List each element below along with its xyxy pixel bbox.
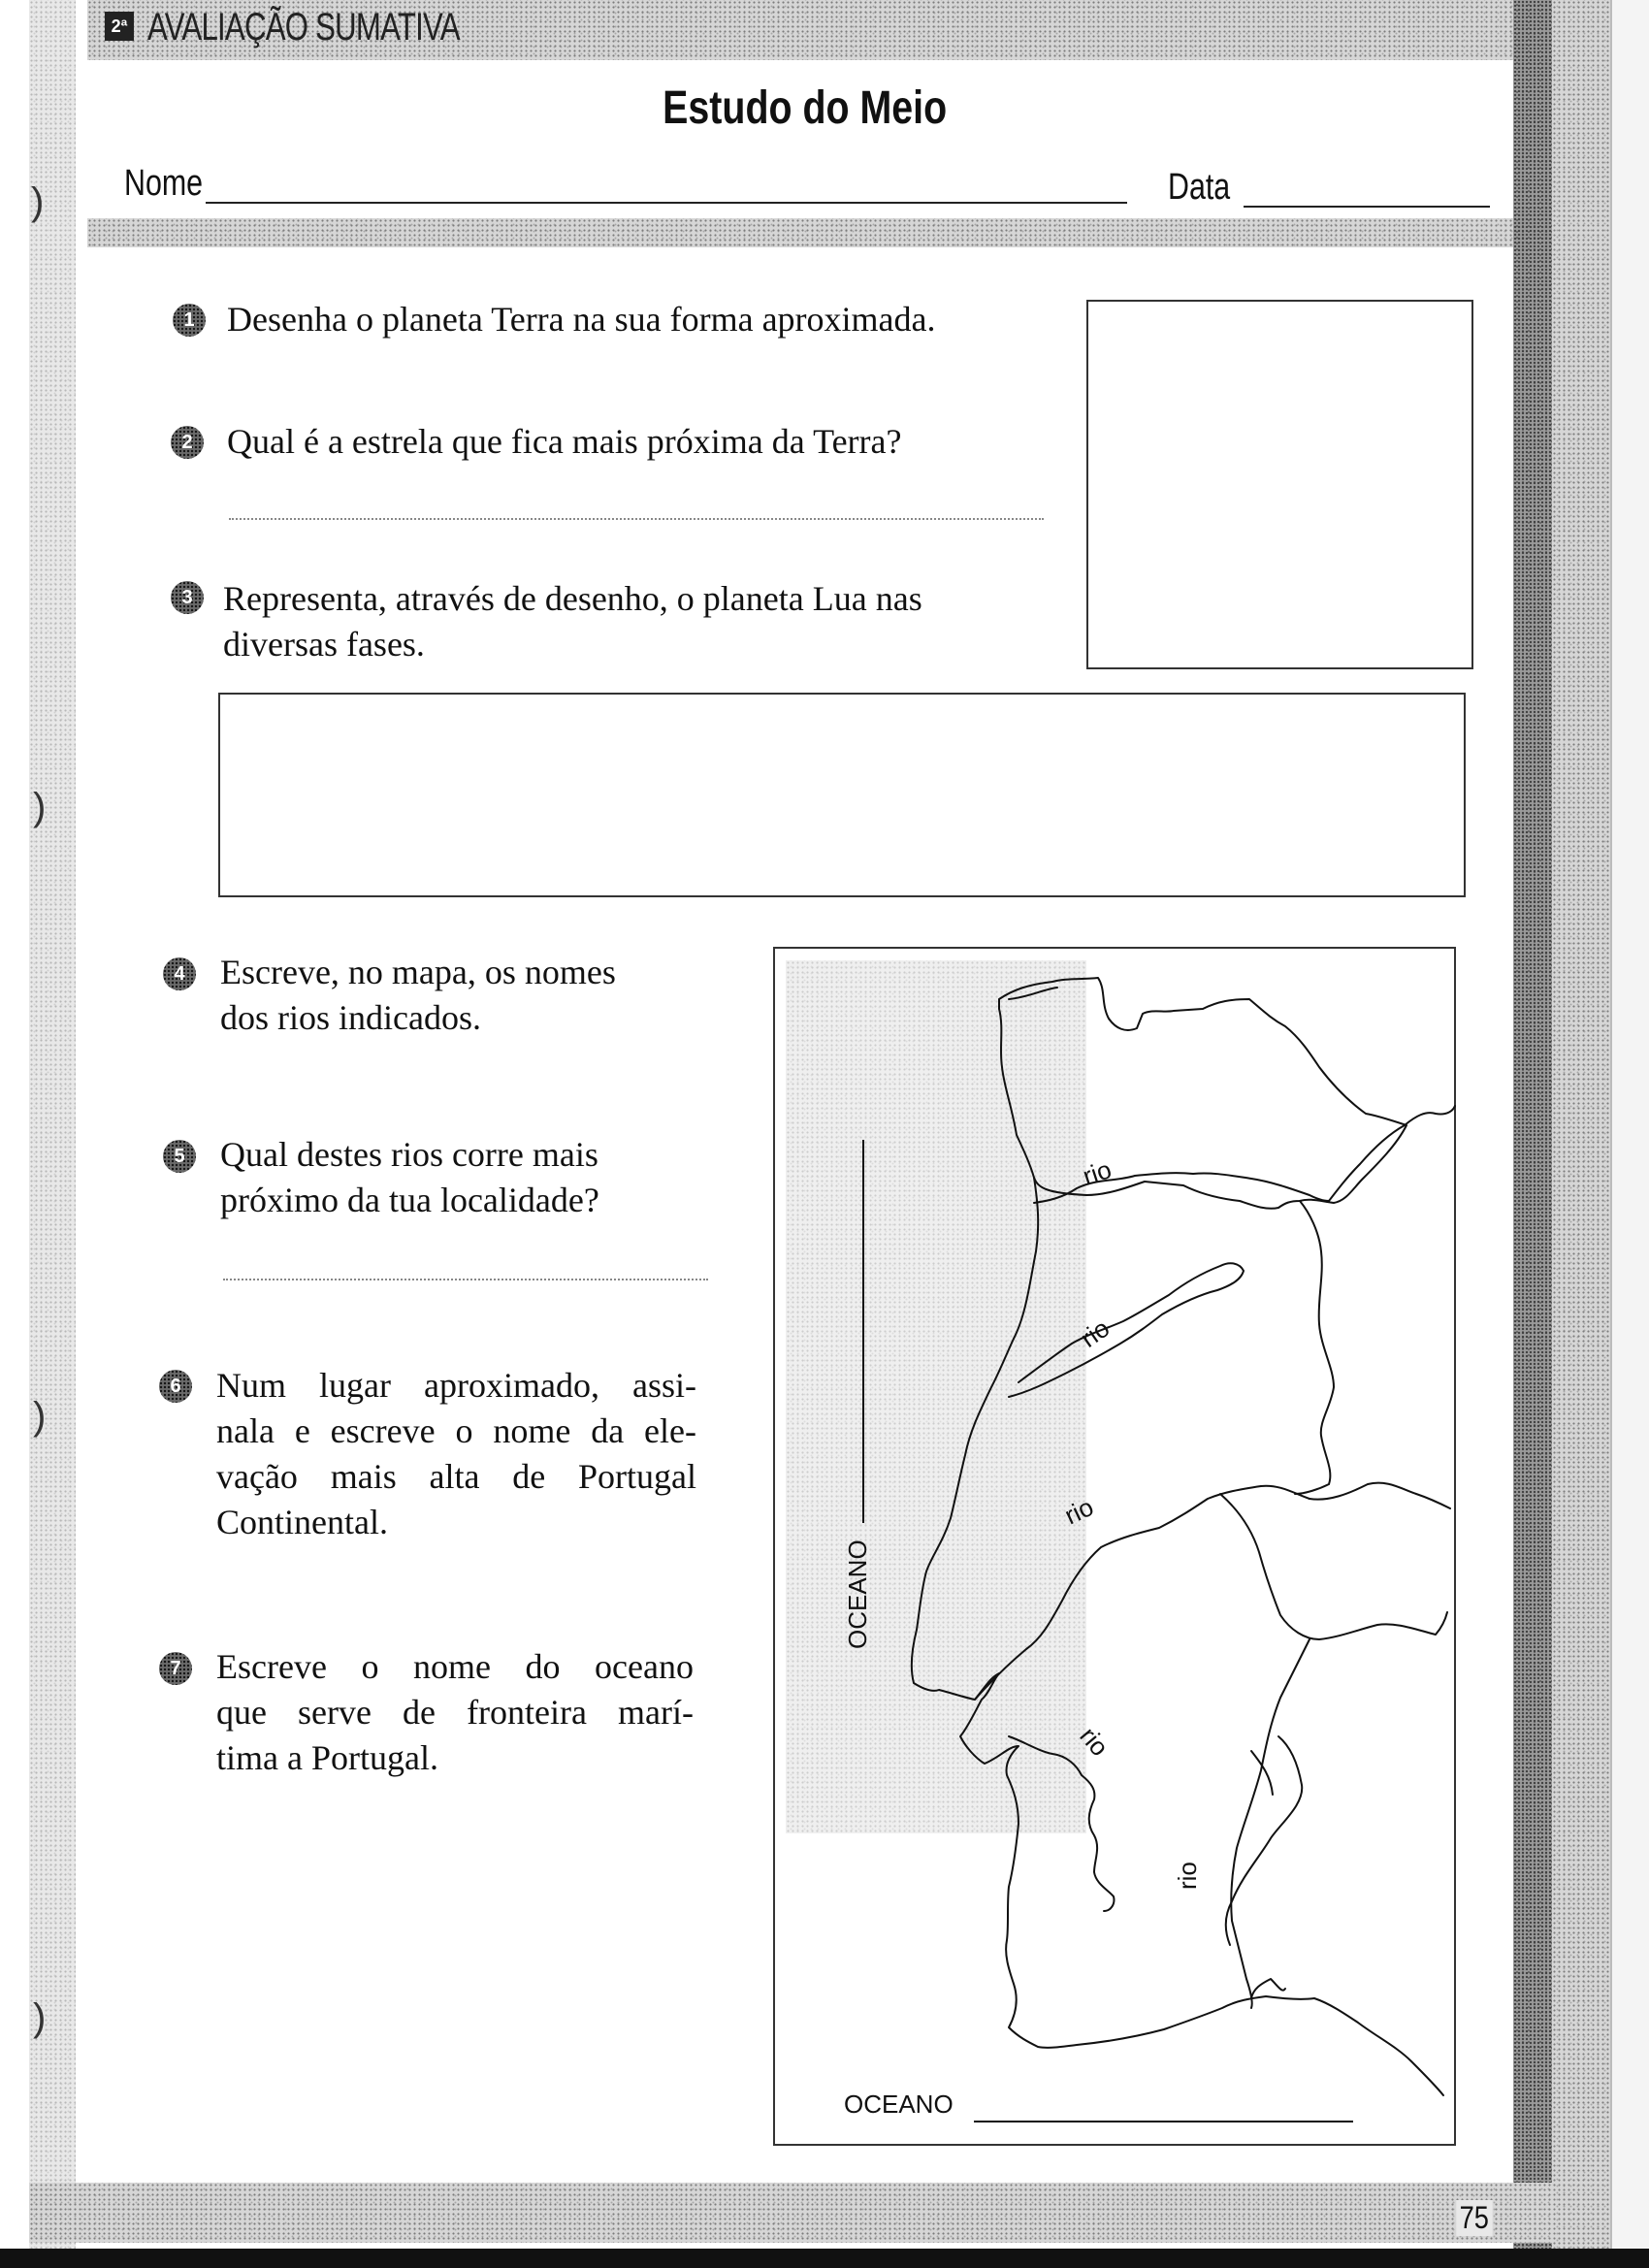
- punch-hole-mark: ): [33, 786, 47, 828]
- page-edge-shadow: [1513, 0, 1552, 2249]
- river-douro: [1034, 1173, 1329, 1203]
- river-label: rio: [1173, 1862, 1202, 1890]
- date-field[interactable]: [1244, 206, 1490, 208]
- left-margin-texture: [29, 0, 76, 2249]
- question-5-text-line: próximo da tua localidade?: [220, 1181, 599, 1219]
- question-number-badge: 1: [173, 304, 206, 337]
- answer-5-line[interactable]: [223, 1279, 708, 1280]
- page-number: 75: [1456, 2200, 1492, 2236]
- river-tributary: [1251, 1751, 1273, 1795]
- section-number-badge: 2ª: [105, 12, 134, 41]
- answer-2-line[interactable]: [229, 518, 1044, 520]
- punch-hole-mark: ): [33, 1395, 47, 1438]
- question-6-text-line: nala e escreve o nome da ele-: [216, 1411, 696, 1450]
- river-label: rio: [1074, 1721, 1115, 1763]
- scan-bottom-border: [0, 2249, 1649, 2268]
- question-6-text-line: Num lugar aproximado, assi-: [216, 1366, 696, 1405]
- border: [1231, 1639, 1310, 2008]
- question-2-text: Qual é a estrela que fica mais próxima da Terra?: [227, 422, 902, 461]
- question-number-badge: 4: [163, 957, 196, 990]
- next-page-edge: [1610, 0, 1649, 2249]
- question-number-badge: 5: [163, 1140, 196, 1173]
- name-label: Nome: [124, 163, 204, 204]
- river-tejo: [975, 1486, 1310, 1700]
- question-number-badge: 7: [159, 1652, 192, 1685]
- ocean-label-south: OCEANO: [844, 2090, 954, 2119]
- question-4-text-line: Escreve, no mapa, os nomes: [220, 953, 616, 991]
- question-4-text-line: dos rios indicados.: [220, 998, 481, 1037]
- page-edge-texture: [1552, 0, 1610, 2249]
- question-7-text-line: que serve de fronteira marí-: [216, 1693, 694, 1732]
- name-field[interactable]: [206, 202, 1127, 204]
- river-mondego: [1009, 1263, 1244, 1397]
- question-number-badge: 2: [171, 426, 204, 459]
- river-label: rio: [1079, 1154, 1116, 1191]
- question-6-text-line: vação mais alta de Portugal: [216, 1457, 696, 1496]
- question-number-badge: 6: [159, 1370, 192, 1403]
- moon-phases-drawing-box[interactable]: [218, 693, 1466, 897]
- question-number-badge: 3: [171, 581, 204, 614]
- border: [1310, 1483, 1450, 1508]
- date-label: Data: [1168, 167, 1231, 208]
- question-7-text-line: tima a Portugal.: [216, 1738, 438, 1777]
- question-1-text: Desenha o planeta Terra na sua forma aproximada.: [227, 300, 936, 339]
- river-label: rio: [1075, 1312, 1116, 1353]
- river-label: rio: [1059, 1492, 1098, 1531]
- border: [1220, 1494, 1447, 1639]
- question-3-text-line: diversas fases.: [223, 625, 425, 664]
- punch-hole-mark: ): [33, 1996, 47, 2039]
- page-title: Estudo do Meio: [663, 82, 948, 134]
- border-east: [1295, 1201, 1334, 1494]
- portugal-map[interactable]: [773, 947, 1456, 2146]
- header-divider-strip: [87, 218, 1513, 247]
- question-5-text-line: Qual destes rios corre mais: [220, 1135, 598, 1174]
- ocean-label-west: OCEANO: [843, 1539, 872, 1649]
- question-7-text-line: Escreve o nome do oceano: [216, 1647, 694, 1686]
- earth-drawing-box[interactable]: [1086, 300, 1473, 669]
- question-3-text-line: Representa, através de desenho, o planeta Lua nas: [223, 579, 922, 618]
- river-sado: [1009, 1736, 1114, 1911]
- section-title: AVALIAÇÃO SUMATIVA: [147, 6, 460, 49]
- footer-band: [29, 2183, 1552, 2243]
- question-6-text-line: Continental.: [216, 1503, 388, 1541]
- punch-hole-mark: ): [31, 180, 45, 223]
